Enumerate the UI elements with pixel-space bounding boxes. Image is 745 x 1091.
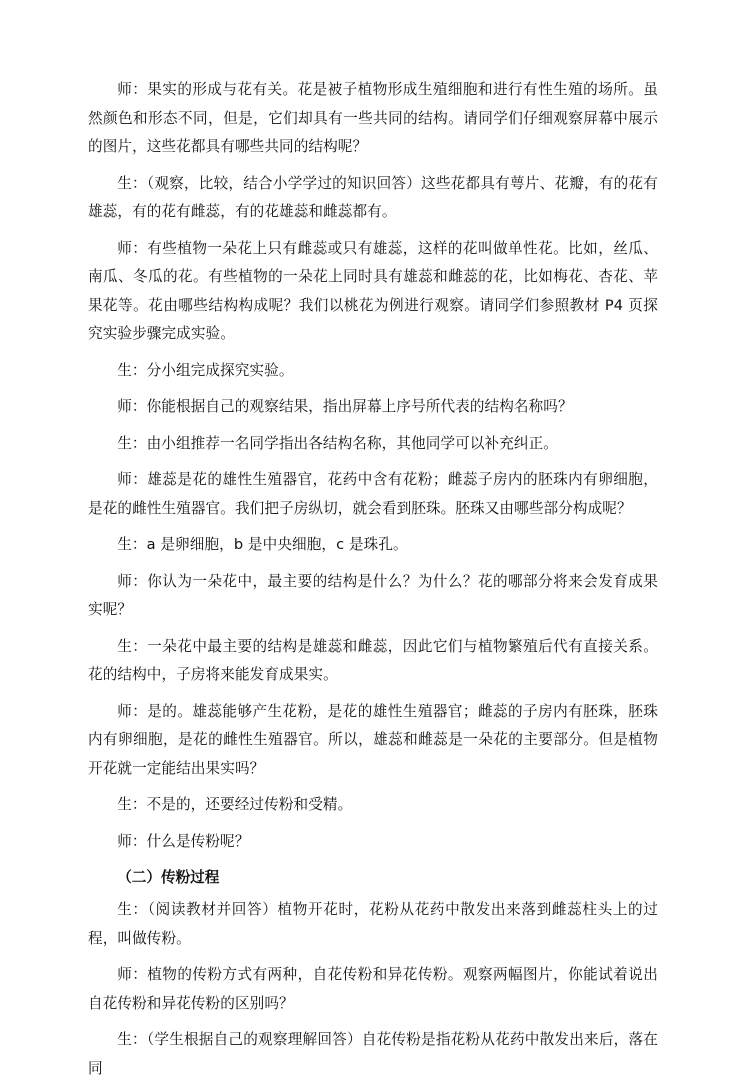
paragraph-12: 生：不是的，还要经过传粉和受精。 xyxy=(117,796,353,813)
paragraph-9: 师：你认为一朵花中，最主要的结构是什么？为什么？花的哪部分将来会发育成果实呢？ xyxy=(88,572,658,618)
paragraph-14: 生：（阅读教材并回答）植物开花时，花粉从花药中散发出来落到雌蕊柱头上的过程，叫做传粉。 xyxy=(88,901,658,947)
paragraph-1: 师：果实的形成与花有关。花是被子植物形成生殖细胞和进行有性生殖的场所。虽然颜色和形态不同，但是，它们却具有一些共同的结构。请同学们仔细观察屏幕中展示的图片，这些花都具有哪些共同的结构呢？ xyxy=(88,81,658,155)
section-heading: （二）传粉过程 xyxy=(117,869,220,886)
paragraph-16: 生：（学生根据自己的观察理解回答）自花传粉是指花粉从花药中散发出来后，落在同 xyxy=(88,1031,658,1077)
paragraph-5: 师：你能根据自己的观察结果，指出屏幕上序号所代表的结构名称吗？ xyxy=(117,398,573,415)
paragraph-6: 生：由小组推荐一名同学指出各结构名称，其他同学可以补充纠正。 xyxy=(117,434,559,452)
document-body xyxy=(88,76,658,1091)
paragraph-3: 师：有些植物一朵花上只有雌蕊或只有雄蕊，这样的花叫做单性花。比如，丝瓜、南瓜、冬瓜的花。有些植物的一朵花上同时具有雄蕊和雌蕊的花，比如梅花、杏花、苹果花等。花由哪些结构构成呢？我们以桃花为例进行观察。请同学们参照教材 P4 页探究实验步骤完成实验。 xyxy=(88,239,658,342)
paragraph-11: 师：是的。雄蕊能够产生花粉，是花的雄性生殖器官；雌蕊的子房内有胚珠，胚珠内有卵细胞，是花的雌性生殖器官。所以，雄蕊和雌蕊是一朵花的主要部分。但是植物开花就一定能结出果实吗？ xyxy=(88,702,658,777)
paragraph-4: 生：分小组完成探究实验。 xyxy=(117,361,294,379)
paragraph-15: 师：植物的传粉方式有两种，自花传粉和异花传粉。观察两幅图片，你能试着说出自花传粉和异花传粉的区别吗？ xyxy=(88,966,658,1012)
paragraph-8: 生：a 是卵细胞，b 是中央细胞，c 是珠孔。 xyxy=(117,536,408,553)
paragraph-2: 生：（观察，比较，结合小学学过的知识回答）这些花都具有萼片、花瓣，有的花有雄蕊，有的花有雌蕊，有的花雄蕊和雌蕊都有。 xyxy=(88,174,658,220)
paragraph-13: 师：什么是传粉呢？ xyxy=(117,832,250,850)
paragraph-10: 生：一朵花中最主要的结构是雄蕊和雌蕊，因此它们与植物繁殖后代有直接关系。花的结构中，子房将来能发育成果实。 xyxy=(88,637,658,683)
paragraph-7: 师：雄蕊是花的雄性生殖器官，花药中含有花粉；雌蕊子房内的胚珠内有卵细胞，是花的雌性生殖器官。我们把子房纵切，就会看到胚珠。胚珠又由哪些部分构成呢？ xyxy=(88,471,658,517)
